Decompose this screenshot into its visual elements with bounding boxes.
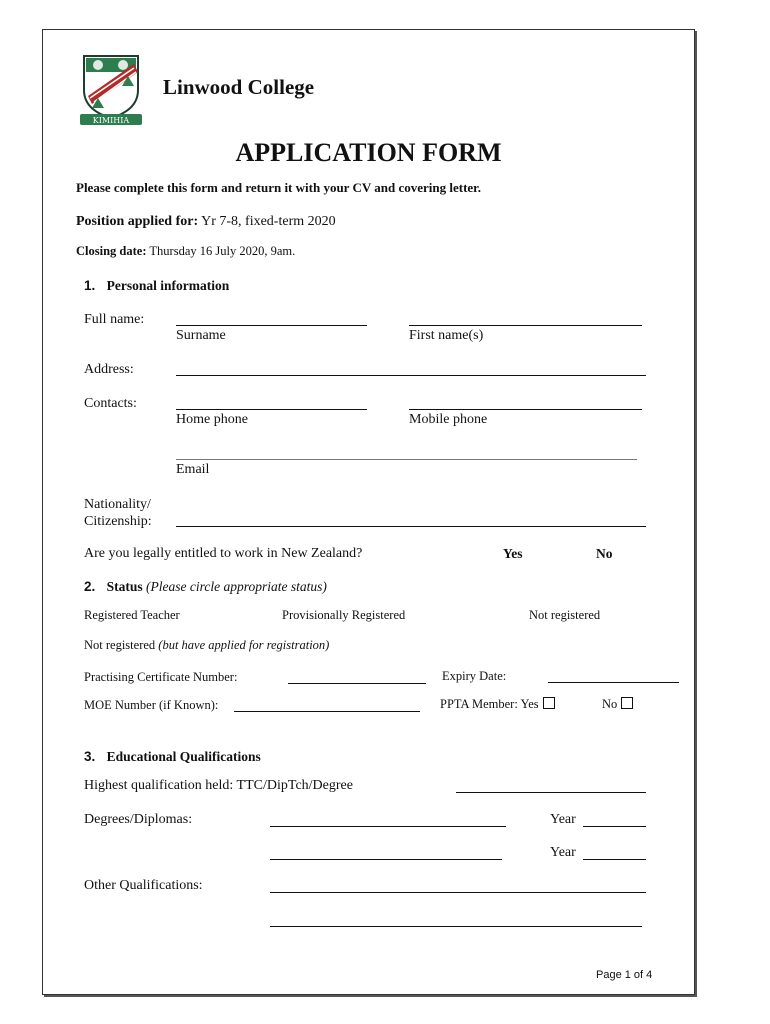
- crest-motto: KIMIHIA: [92, 116, 130, 125]
- moe-number-field[interactable]: [234, 711, 420, 712]
- section2-title: Status: [106, 579, 143, 594]
- section1-heading: [84, 278, 229, 294]
- full-name-label: Full name:: [84, 312, 145, 327]
- entitled-question: Are you legally entitled to work in New Zealand?: [84, 546, 363, 561]
- first-names-field[interactable]: [409, 325, 642, 326]
- contacts-label: Contacts:: [84, 396, 137, 411]
- nationality-label-line1: Nationality/: [84, 497, 151, 512]
- section3-heading: [84, 749, 261, 765]
- closing-label: Closing date:: [76, 244, 147, 258]
- section1-title: Personal information: [106, 278, 230, 293]
- entitled-yes[interactable]: Yes: [503, 546, 523, 561]
- degrees-field-2[interactable]: [270, 859, 502, 860]
- year-label-2: Year: [550, 845, 576, 860]
- section3-number: 3.: [84, 749, 96, 764]
- entitled-no[interactable]: No: [596, 546, 613, 561]
- mobile-phone-label: Mobile phone: [409, 412, 488, 427]
- ppta-no-checkbox[interactable]: [621, 697, 633, 709]
- section2-title-note: (Please circle appropriate status): [146, 579, 327, 594]
- practising-cert-label: Practising Certificate Number:: [84, 670, 238, 684]
- section3-title: Educational Qualifications: [106, 749, 261, 764]
- address-field[interactable]: [176, 375, 646, 376]
- other-qualifications-field-2[interactable]: [270, 926, 642, 927]
- expiry-date-field[interactable]: [548, 682, 679, 683]
- position-applied: [76, 214, 336, 230]
- ppta-member: [440, 697, 555, 712]
- first-names-label: First name(s): [409, 328, 484, 343]
- email-label: Email: [176, 462, 210, 477]
- nationality-label-line2: Citizenship:: [84, 514, 152, 529]
- highest-qualification-label: Highest qualification held: TTC/DipTch/Degree: [84, 778, 353, 793]
- other-qualifications-field-1[interactable]: [270, 892, 646, 893]
- surname-field[interactable]: [176, 325, 367, 326]
- ppta-no: [602, 697, 633, 712]
- college-name: Linwood College: [163, 75, 315, 99]
- not-registered-applied-text: Not registered: [84, 638, 156, 652]
- closing-date: [76, 244, 295, 259]
- status-not-registered[interactable]: Not registered: [529, 608, 601, 622]
- email-field[interactable]: [176, 459, 637, 460]
- practising-cert-field[interactable]: [288, 683, 426, 684]
- year-label-1: Year: [550, 812, 576, 827]
- not-registered-applied-note: (but have applied for registration): [158, 638, 330, 652]
- moe-number-label: MOE Number (if Known):: [84, 698, 219, 712]
- degrees-label: Degrees/Diplomas:: [84, 812, 193, 827]
- home-phone-label: Home phone: [176, 412, 248, 427]
- section2-heading: [84, 579, 327, 595]
- position-label: Position applied for:: [76, 214, 199, 229]
- mobile-phone-field[interactable]: [409, 409, 642, 410]
- nationality-field[interactable]: [176, 526, 646, 527]
- status-not-registered-applied[interactable]: [84, 638, 329, 653]
- status-provisionally-registered[interactable]: Provisionally Registered: [282, 608, 406, 622]
- expiry-date-label: Expiry Date:: [442, 669, 507, 683]
- form-page: [42, 29, 695, 995]
- year-field-1[interactable]: [583, 826, 646, 827]
- address-label: Address:: [84, 362, 134, 377]
- ppta-label: PPTA Member: Yes: [440, 697, 539, 711]
- college-crest-logo: [76, 52, 146, 128]
- page-number: Page 1 of 4: [596, 969, 653, 981]
- year-field-2[interactable]: [583, 859, 646, 860]
- form-title: APPLICATION FORM: [235, 138, 502, 167]
- nationality-label: [84, 496, 152, 530]
- highest-qualification-field[interactable]: [456, 792, 646, 793]
- surname-label: Surname: [176, 328, 226, 343]
- section2-number: 2.: [84, 579, 96, 594]
- status-registered-teacher[interactable]: Registered Teacher: [84, 608, 180, 622]
- ppta-no-label: No: [602, 697, 618, 711]
- instruction-text: Please complete this form and return it with your CV and covering letter.: [76, 180, 481, 195]
- home-phone-field[interactable]: [176, 409, 367, 410]
- degrees-field-1[interactable]: [270, 826, 506, 827]
- position-value: Yr 7-8, fixed-term 2020: [201, 214, 336, 229]
- closing-value: Thursday 16 July 2020, 9am.: [149, 244, 296, 258]
- section1-number: 1.: [84, 278, 96, 293]
- other-qualifications-label: Other Qualifications:: [84, 878, 203, 893]
- ppta-yes-checkbox[interactable]: [543, 697, 555, 709]
